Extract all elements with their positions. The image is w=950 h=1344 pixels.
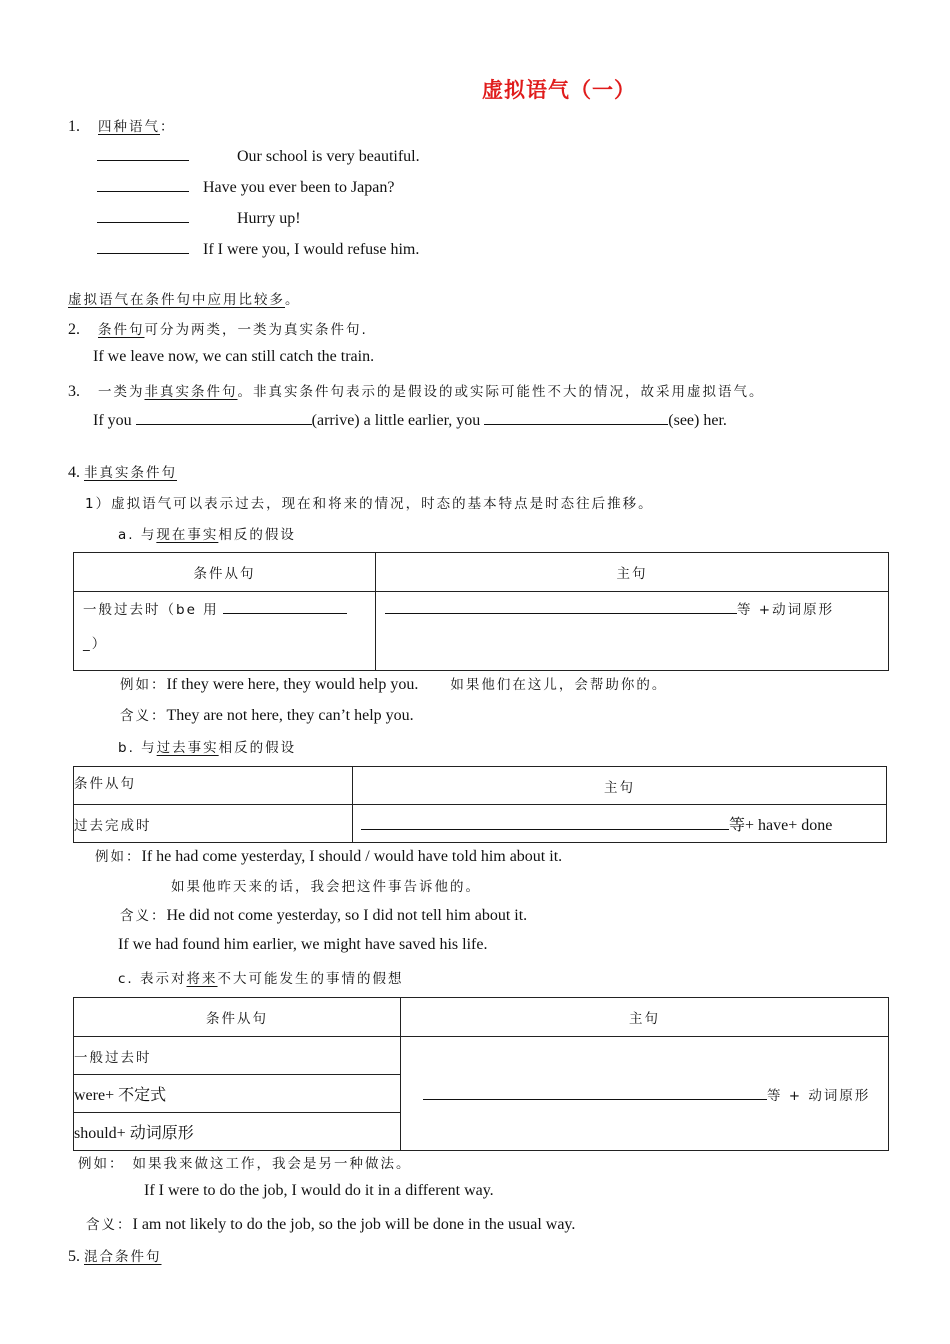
condition-cell: were+ 不定式 (74, 1075, 401, 1113)
mood-row-4 (97, 239, 419, 259)
condition-cell: 过去完成时 (74, 805, 353, 843)
example-b-translation: 如果他昨天来的话，我会把这件事告诉他的。 (171, 879, 481, 895)
exercise-sentence: If you (arrive) a little earlier, you (see) her. (93, 412, 727, 429)
condition-cell: should+ 动词原形 (74, 1113, 401, 1151)
answer-blank[interactable] (136, 410, 312, 425)
section-4-intro: 1）虚拟语气可以表示过去，现在和将来的情况，时态的基本特点是时态往后推移。 (85, 496, 654, 512)
section-label: 非真实条件句 (84, 465, 177, 481)
example-b-extra: If we had found him earlier, we might have saved his life. (118, 936, 488, 953)
meaning-a: 含义：They are not here, they can’t help you. (120, 707, 414, 724)
future-hypothesis-table (73, 997, 889, 1151)
table-header: 条件从句 (74, 553, 376, 592)
section-5-heading: 5. 混合条件句 (68, 1248, 162, 1265)
answer-blank[interactable] (223, 599, 347, 614)
answer-blank[interactable] (97, 239, 189, 254)
main-clause-cell: 等+ have+ done (353, 805, 887, 843)
section-label: 四种语气 (98, 119, 160, 135)
table-header: 主句 (376, 553, 889, 592)
answer-blank[interactable] (97, 177, 189, 192)
answer-blank[interactable] (97, 208, 189, 223)
example-b: 例如：If he had come yesterday, I should / would have told him about it. (95, 848, 563, 865)
subsection-b-heading: b. 与过去事实相反的假设 (118, 740, 297, 756)
mood-example: Have you ever been to Japan? (203, 179, 395, 196)
meaning-c: 含义：I am not likely to do the job, so the job will be done in the usual way. (86, 1216, 576, 1233)
mood-row-2 (97, 177, 394, 197)
mood-example: Hurry up! (237, 210, 301, 227)
answer-blank[interactable] (361, 815, 729, 830)
mood-example: Our school is very beautiful. (237, 148, 420, 165)
section-2-heading: 2. 条件句可分为两类，一类为真实条件句. (68, 321, 368, 338)
section-label: 混合条件句 (84, 1249, 162, 1265)
condition-cell: 一般过去时 (74, 1037, 401, 1075)
answer-blank[interactable] (423, 1085, 767, 1100)
mood-example: If I were you, I would refuse him. (203, 241, 420, 258)
real-conditional-example: If we leave now, we can still catch the train. (93, 348, 375, 365)
table-header: 主句 (353, 767, 887, 805)
table-header: 条件从句 (74, 998, 401, 1037)
example-c-label: 例如： 如果我来做这工作，我会是另一种做法。 (78, 1156, 412, 1172)
answer-blank[interactable] (97, 146, 189, 161)
section-1-heading: 1. 四种语气： (68, 118, 176, 135)
example-a: 例如：If they were here, they would help you. 如果他们在这儿，会帮助你的。 (120, 676, 668, 693)
meaning-b: 含义：He did not come yesterday, so I did not tell him about it. (120, 907, 528, 924)
section-3-heading: 3. 一类为非真实条件句。非真实条件句表示的是假设的或实际可能性不大的情况，故采用虚拟语气。 (68, 383, 765, 400)
subsection-c-heading: c. 表示对将来不大可能发生的事情的假想 (118, 971, 404, 987)
section-number: 1. (68, 118, 80, 135)
present-hypothesis-table (73, 552, 889, 671)
main-clause-cell: 等 +动词原形 (376, 592, 889, 671)
section-label: 非真实条件句 (144, 384, 238, 400)
subsection-a-heading: a. 与现在事实相反的假设 (118, 527, 296, 543)
answer-blank[interactable] (385, 599, 737, 614)
section-label: 条件句 (98, 322, 145, 338)
condition-cell: 一般过去时（be 用 _） (74, 592, 376, 671)
mood-row-3 (97, 208, 301, 228)
page-title: 虚拟语气（一） (482, 78, 636, 102)
table-header: 条件从句 (74, 767, 353, 805)
mood-row-1 (97, 146, 420, 166)
note-conditional: 虚拟语气在条件句中应用比较多。 (68, 292, 301, 308)
past-hypothesis-table (73, 766, 887, 843)
answer-blank[interactable] (484, 410, 668, 425)
section-4-heading: 4. 非真实条件句 (68, 464, 177, 481)
main-clause-cell: 等 + 动词原形 (401, 1037, 889, 1151)
example-c: If I were to do the job, I would do it in a different way. (144, 1182, 494, 1199)
table-header: 主句 (401, 998, 889, 1037)
